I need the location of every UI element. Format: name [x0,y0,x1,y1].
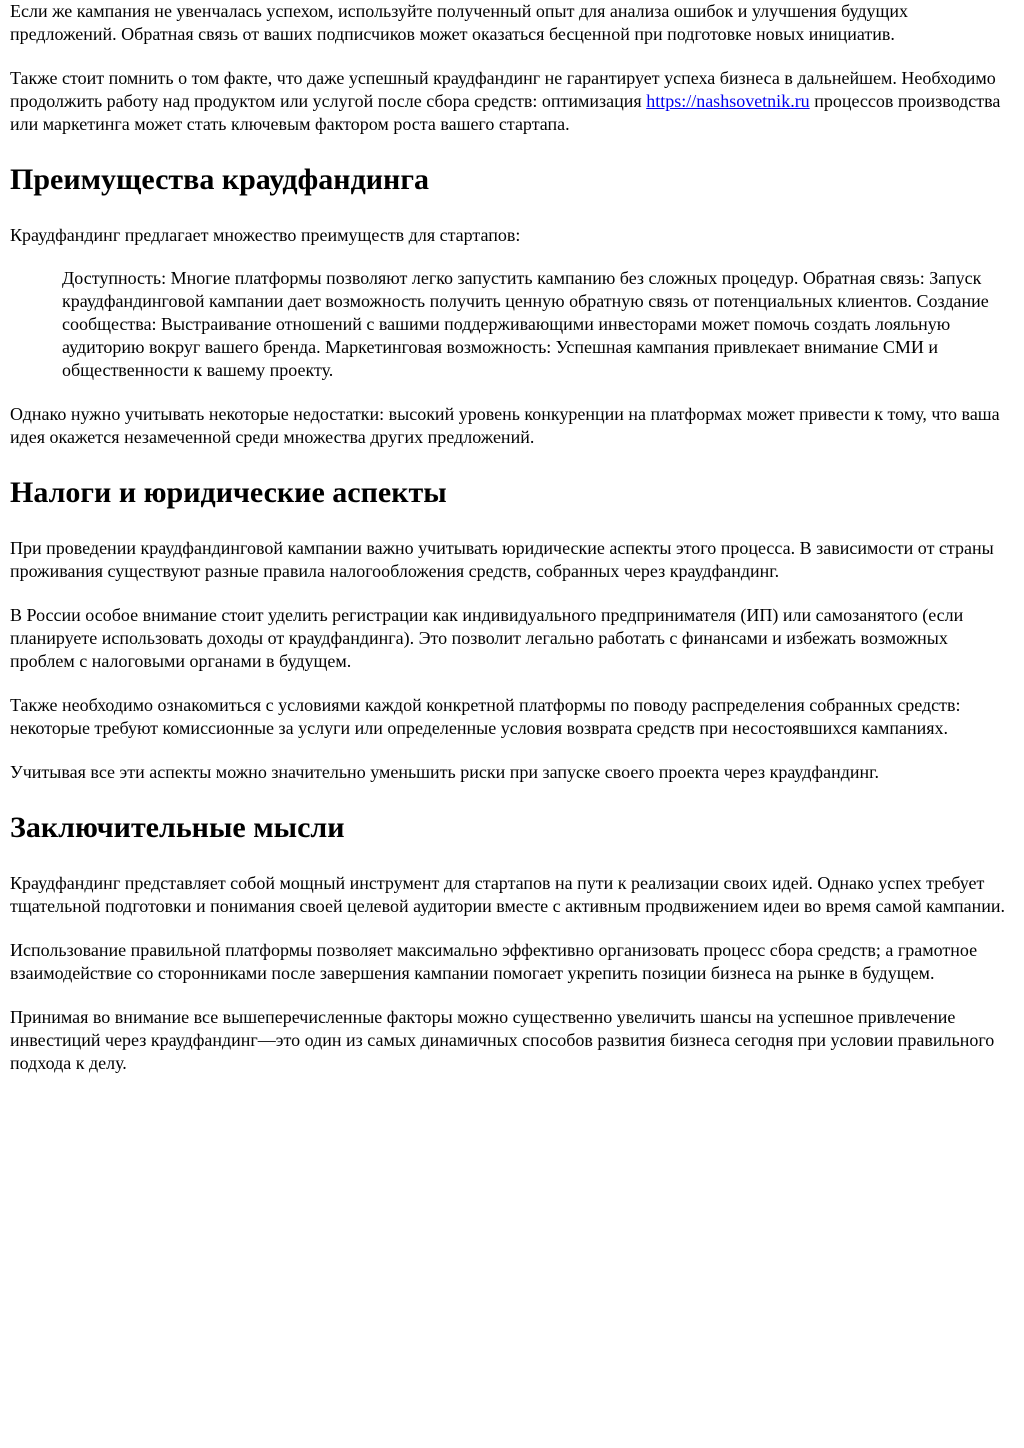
legal-paragraph-2: В России особое внимание стоит уделить регистрации как индивидуального предпринимателя (ИП) или самозанятого (если планируете использовать доходы от краудфандинга). Это позволит легально работать с финансами и избежать возможных проблем с налоговыми органами в будущем. [10,605,964,671]
nashsovetnik-link[interactable]: https://nashsovetnik.ru [646,91,810,111]
final-paragraph-1: Краудфандинг представляет собой мощный инструмент для стартапов на пути к реализации своих идей. Однако успех требует тщательной подготовки и понимания своей целевой аудитории вместе с активным продвижением идеи во время самой кампании. [10,873,1006,916]
legal-heading: Налоги и юридические аспекты [10,476,447,509]
advantages-lead: Краудфандинг предлагает множество преимуществ для стартапов: [10,225,521,245]
legal-paragraph-3: Также необходимо ознакомиться с условиями каждой конкретной платформы по поводу распределения собранных средств: некоторые требуют комиссионные за услуги или определенные условия возврата средств при несостоявшихся кампаниях. [10,695,961,738]
legal-paragraph-1: При проведении краудфандинговой кампании важно учитывать юридические аспекты этого процесса. В зависимости от страны проживания существуют разные правила налогообложения средств, собранных через краудфандинг. [10,538,994,581]
advantages-drawbacks-paragraph: Однако нужно учитывать некоторые недостатки: высокий уровень конкуренции на платформах может привести к тому, что ваша идея окажется незамеченной среди множества других предложений. [10,404,1000,447]
intro-paragraph-1: Если же кампания не увенчалась успехом, используйте полученный опыт для анализа ошибок и улучшения будущих предложений. Обратная связь от ваших подписчиков может оказаться бесценной при подготовке новых инициатив. [10,1,909,44]
final-paragraph-3: Принимая во внимание все вышеперечисленные факторы можно существенно увеличить шансы на успешное привлечение инвестиций через краудфандинг—это один из самых динамичных способов развития бизнеса сегодня при условии правильного подхода к делу. [10,1007,995,1073]
final-heading: Заключительные мысли [10,811,345,844]
advantages-heading: Преимущества краудфандинга [10,163,429,196]
intro-paragraph-2-text-before: Также стоит помнить о том факте, что даже успешный краудфандинг не гарантирует успеха бизнеса в дальнейшем. Необходимо продолжить работу над продуктом или услугой после сбора средств: оптимизация [10,68,996,111]
legal-paragraph-4: Учитывая все эти аспекты можно значительно уменьшить риски при запуске своего проекта через краудфандинг. [10,762,879,782]
final-paragraph-2: Использование правильной платформы позволяет максимально эффективно организовать процесс сбора средств; а грамотное взаимодействие со сторонниками после завершения кампании помогает укрепить позиции бизнеса на рынке в будущем. [10,940,978,983]
advantages-quote: Доступность: Многие платформы позволяют легко запустить кампанию без сложных процедур. Обратная связь: Запуск краудфандинговой кампании дает возможность получить ценную обратную связь от потенциальных клиентов. Создание сообщества: Выстраивание отношений с вашими поддерживающими инвесторами может помочь создать лояльную аудиторию вокруг вашего бренда. Маркетинговая возможность: Успешная кампания привлекает внимание СМИ и общественности к вашему проекту. [62,268,989,380]
intro-paragraph-2-text-after: процессов производства или маркетинга может стать ключевым фактором роста вашего стартапа. [10,91,1001,134]
intro-paragraph-2 [10,67,1014,136]
